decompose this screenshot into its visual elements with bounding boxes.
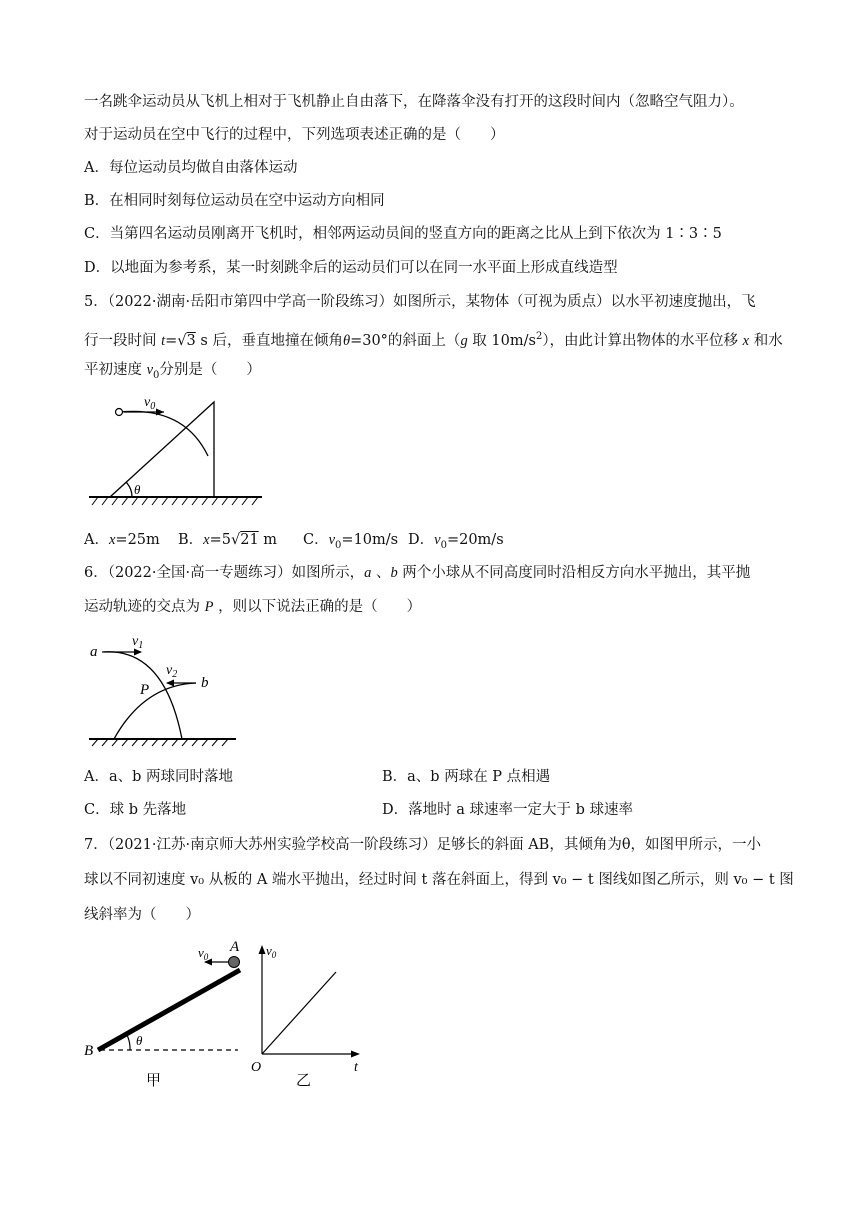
q4-option-a: A．每位运动员均做自由落体运动 — [84, 160, 298, 176]
q6-option-b: B．a、b 两球在 P 点相遇 — [382, 769, 551, 785]
ball — [229, 957, 240, 968]
caption-jia: 甲 — [146, 1071, 162, 1089]
incline-AB — [98, 970, 240, 1050]
q5-option-b: B．x=5√21 m — [178, 532, 278, 548]
trajectory-b — [114, 683, 196, 739]
q5-option-a: A．x=25m — [84, 532, 160, 548]
v0-t-line — [262, 972, 336, 1054]
q7-figure-yi — [250, 935, 370, 1089]
ground-hatch — [92, 739, 228, 746]
fig-label-a: a — [90, 644, 98, 660]
caption-yi: 乙 — [296, 1071, 312, 1089]
axis-label-v0: $v_0$ — [266, 943, 277, 960]
fig-label-b: b — [201, 675, 209, 691]
fig-v0-label: $v_0$ — [198, 945, 209, 962]
q4-stem-line1: 一名跳伞运动员从飞机上相对于飞机静止自由落下，在降落伞没有打开的这段时间内（忽略空气阻力）。 — [84, 94, 744, 110]
q4-option-b: B．在相同时刻每位运动员在空中运动方向相同 — [84, 193, 385, 209]
q6-stem-line2: 运动轨迹的交点为 P ，则以下说法正确的是（ ） — [84, 599, 422, 615]
fig-label-P: P — [140, 682, 150, 698]
q4-option-d: D．以地面为参考系，某一时刻跳伞后的运动员们可以在同一水平面上形成直线造型 — [84, 260, 618, 276]
fig-v1-label: $v_1$ — [132, 634, 144, 651]
q6-stem-line1: 6．（2022·全国·高一专题练习）如图所示，a 、b 两个小球从不同高度同时沿相反方向水平抛出，其平抛 — [84, 565, 751, 581]
theta-arc — [126, 482, 132, 497]
fig-label-A: A — [230, 939, 240, 955]
theta-arc — [127, 1035, 130, 1050]
q4-stem-line2: 对于运动员在空中飞行的过程中，下列选项表述正确的是（ ） — [84, 127, 505, 143]
q4-option-c: C．当第四名运动员刚离开飞机时，相邻两运动员间的竖直方向的距离之比从上到下依次为 1∶3∶5 — [84, 226, 722, 242]
fig-theta-label: θ — [136, 1033, 143, 1048]
fig-v0-label: $v_0$ — [144, 395, 156, 412]
fig-label-B: B — [84, 1043, 94, 1059]
fig-theta-label: θ — [134, 482, 141, 497]
sqrt-symbol: √ — [177, 332, 187, 349]
q7-figure-jia — [80, 935, 250, 1089]
q5-option-d: D．$v_0=20m/s$ — [408, 532, 504, 551]
ground-hatch — [92, 497, 258, 505]
q6-option-c: C．球 b 先落地 — [84, 802, 187, 818]
q5-figure — [84, 370, 284, 510]
q5-stem-line2: 行一段时间 t=√3 s 后，垂直地撞在倾角θ=30°的斜面上（g 取 $10m/s^2$），由此计算出物体的水平位移 x 和水 — [84, 331, 783, 349]
incline — [110, 402, 214, 497]
axis-label-t: t — [354, 1060, 358, 1075]
fig-v2-label: $v_2$ — [166, 663, 178, 680]
q6-option-a: A．a、b 两球同时落地 — [84, 769, 234, 785]
q7-stem-line3: 线斜率为（ ） — [84, 907, 200, 923]
q7-stem-line2: 球以不同初速度 v₀ 从板的 A 端水平抛出，经过时间 t 落在斜面上，得到 v₀ − t 图线如图乙所示，则 v₀ − t 图 — [84, 872, 794, 888]
q6-figure — [84, 625, 244, 755]
q6-option-d: D．落地时 a 球速率一定大于 b 球速率 — [382, 802, 633, 818]
q5-stem-line1: 5．（2022·湖南·岳阳市第四中学高一阶段练习）如图所示，某物体（可视为质点）以水平初速度抛出，飞 — [84, 294, 756, 310]
origin-label: O — [251, 1060, 262, 1075]
trajectory — [120, 411, 208, 456]
q5-stem-line3: 平初速度 $v_0$分别是（ ） — [84, 362, 261, 381]
launch-point — [116, 409, 123, 416]
q5-option-c: C．$v_0=10m/s$ — [303, 532, 399, 551]
q7-stem-line1: 7．（2021·江苏·南京师大苏州实验学校高一阶段练习）足够长的斜面 AB，其倾角为θ，如图甲所示，一小 — [84, 837, 762, 853]
